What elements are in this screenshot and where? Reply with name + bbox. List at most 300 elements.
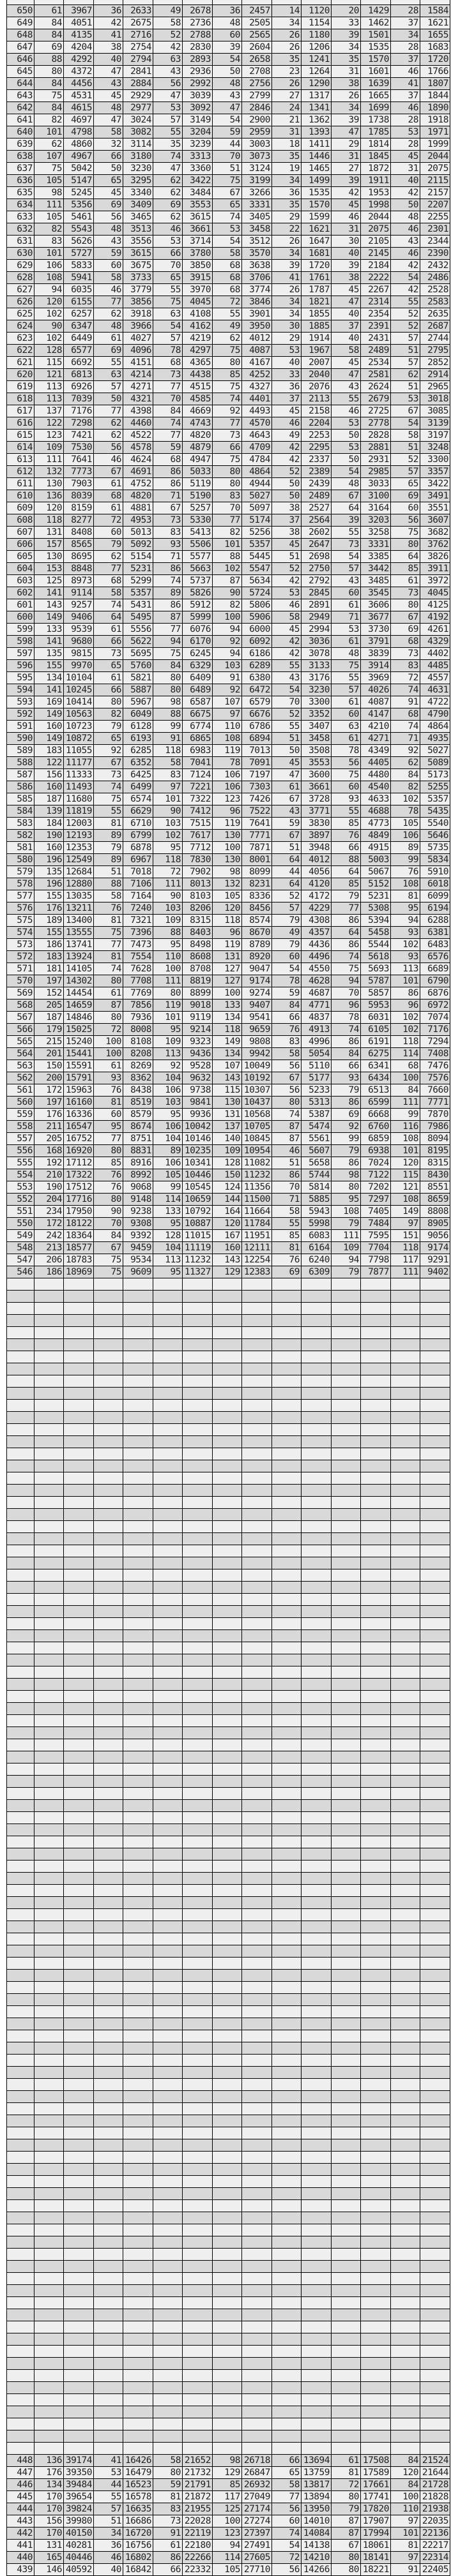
cumulative-cell: 4915 bbox=[361, 842, 391, 854]
cumulative-cell bbox=[242, 2006, 272, 2018]
cumulative-cell: 6288 bbox=[420, 915, 450, 927]
count-cell: 117 bbox=[391, 1254, 420, 1266]
count-cell: 113 bbox=[153, 1254, 183, 1266]
count-cell bbox=[34, 1545, 64, 1557]
count-cell: 60 bbox=[272, 951, 302, 963]
cumulative-cell: 6576 bbox=[420, 951, 450, 963]
table-row bbox=[7, 1812, 450, 1824]
score-cell: 596 bbox=[7, 660, 34, 672]
cumulative-cell: 10146 bbox=[183, 1133, 213, 1145]
table-row bbox=[7, 1873, 450, 1885]
count-cell: 87 bbox=[332, 2527, 361, 2540]
count-cell: 71 bbox=[332, 611, 361, 624]
cumulative-cell: 4864 bbox=[420, 721, 450, 733]
cumulative-cell bbox=[183, 1315, 213, 1327]
count-cell: 28 bbox=[391, 139, 420, 151]
cumulative-cell bbox=[123, 2030, 153, 2042]
cumulative-cell: 5027 bbox=[242, 490, 272, 502]
cumulative-cell: 5953 bbox=[361, 1000, 391, 1012]
cumulative-cell bbox=[420, 2115, 450, 2127]
cumulative-cell bbox=[361, 1557, 391, 1569]
cumulative-cell: 8519 bbox=[123, 1097, 153, 1109]
count-cell: 74 bbox=[153, 417, 183, 430]
count-cell: 131 bbox=[34, 2540, 64, 2552]
cumulative-cell: 4357 bbox=[302, 927, 332, 939]
count-cell bbox=[153, 1848, 183, 1861]
score-cell: 614 bbox=[7, 442, 34, 454]
count-cell bbox=[332, 2358, 361, 2370]
count-cell bbox=[272, 1666, 302, 1679]
cumulative-cell: 12880 bbox=[64, 878, 94, 890]
count-cell: 60 bbox=[213, 29, 242, 41]
count-cell bbox=[34, 1666, 64, 1679]
cumulative-cell bbox=[302, 2006, 332, 2018]
count-cell: 37 bbox=[391, 17, 420, 29]
count-cell bbox=[332, 1897, 361, 1909]
count-cell bbox=[94, 1412, 123, 1424]
cumulative-cell bbox=[64, 1666, 94, 1679]
cumulative-cell: 5663 bbox=[183, 563, 213, 575]
count-cell bbox=[153, 2030, 183, 2042]
count-cell: 61 bbox=[34, 5, 64, 17]
cumulative-cell: 13817 bbox=[302, 2479, 332, 2491]
cumulative-cell: 3139 bbox=[420, 417, 450, 430]
count-cell bbox=[213, 1557, 242, 1569]
count-cell bbox=[272, 2370, 302, 2382]
count-cell: 242 bbox=[34, 1230, 64, 1242]
cumulative-cell bbox=[242, 2370, 272, 2382]
count-cell: 102 bbox=[391, 1024, 420, 1036]
cumulative-cell bbox=[183, 1436, 213, 1448]
cumulative-cell: 11664 bbox=[242, 1206, 272, 1218]
cumulative-cell bbox=[64, 1642, 94, 1654]
cumulative-cell bbox=[64, 2067, 94, 2079]
count-cell: 19 bbox=[272, 163, 302, 175]
count-cell bbox=[272, 1630, 302, 1642]
count-cell bbox=[213, 2443, 242, 2455]
cumulative-cell: 8848 bbox=[64, 563, 94, 575]
count-cell bbox=[94, 1509, 123, 1521]
cumulative-cell: 7576 bbox=[420, 1072, 450, 1084]
count-cell bbox=[94, 2006, 123, 2018]
count-cell: 94 bbox=[391, 915, 420, 927]
cumulative-cell bbox=[361, 2370, 391, 2382]
count-cell bbox=[34, 2212, 64, 2224]
count-cell: 100 bbox=[94, 1036, 123, 1048]
count-cell bbox=[213, 2115, 242, 2127]
count-cell bbox=[94, 1679, 123, 1691]
cumulative-cell: 2679 bbox=[361, 393, 391, 405]
table-row bbox=[7, 1097, 450, 1109]
score-cell: 649 bbox=[7, 17, 34, 29]
table-row bbox=[7, 2188, 450, 2200]
count-cell bbox=[391, 1557, 420, 1569]
count-cell: 68 bbox=[391, 636, 420, 648]
count-cell: 50 bbox=[272, 490, 302, 502]
count-cell: 131 bbox=[213, 951, 242, 963]
count-cell bbox=[391, 2067, 420, 2079]
count-cell: 170 bbox=[34, 2491, 64, 2503]
cumulative-cell: 6629 bbox=[123, 805, 153, 818]
cumulative-cell bbox=[64, 1933, 94, 1945]
cumulative-cell: 4271 bbox=[123, 381, 153, 393]
count-cell: 67 bbox=[153, 502, 183, 514]
table-row bbox=[7, 1933, 450, 1945]
cumulative-cell: 10446 bbox=[183, 1169, 213, 1181]
cumulative-cell bbox=[183, 1776, 213, 1788]
cumulative-cell bbox=[183, 1800, 213, 1812]
table-row bbox=[7, 1703, 450, 1715]
count-cell bbox=[272, 2236, 302, 2249]
table-row bbox=[7, 2030, 450, 2042]
count-cell: 84 bbox=[153, 405, 183, 417]
cumulative-cell: 1264 bbox=[302, 66, 332, 78]
table-row bbox=[7, 2527, 450, 2540]
count-cell bbox=[391, 2321, 420, 2333]
count-cell bbox=[272, 1824, 302, 1836]
count-cell: 201 bbox=[34, 1048, 64, 1060]
cumulative-cell: 3771 bbox=[302, 805, 332, 818]
count-cell: 92 bbox=[391, 745, 420, 757]
count-cell bbox=[213, 1945, 242, 1958]
cumulative-cell: 11232 bbox=[242, 1169, 272, 1181]
table-row bbox=[7, 54, 450, 66]
cumulative-cell: 13924 bbox=[64, 951, 94, 963]
cumulative-cell bbox=[361, 2127, 391, 2139]
cumulative-cell bbox=[242, 2261, 272, 2273]
count-cell: 75 bbox=[332, 963, 361, 975]
count-cell bbox=[272, 1582, 302, 1594]
cumulative-cell: 5257 bbox=[183, 502, 213, 514]
count-cell: 40 bbox=[94, 54, 123, 66]
cumulative-cell bbox=[242, 1691, 272, 1703]
count-cell: 51 bbox=[391, 442, 420, 454]
table-cell bbox=[7, 0, 34, 5]
cumulative-cell: 4697 bbox=[64, 114, 94, 126]
cumulative-cell bbox=[64, 1533, 94, 1545]
count-cell: 53 bbox=[332, 624, 361, 636]
count-cell: 134 bbox=[213, 1012, 242, 1024]
table-row bbox=[7, 126, 450, 139]
count-cell bbox=[153, 2018, 183, 2030]
cumulative-cell: 4480 bbox=[361, 769, 391, 781]
count-cell: 55 bbox=[94, 2491, 123, 2503]
count-cell: 75 bbox=[153, 296, 183, 308]
count-cell: 50 bbox=[272, 478, 302, 490]
count-cell: 74 bbox=[391, 684, 420, 696]
score-cell bbox=[7, 2103, 34, 2115]
cumulative-cell: 4162 bbox=[183, 320, 213, 333]
cumulative-cell bbox=[123, 1824, 153, 1836]
cumulative-cell: 2698 bbox=[302, 551, 332, 563]
table-row bbox=[7, 272, 450, 284]
count-cell: 92 bbox=[213, 636, 242, 648]
table-row bbox=[7, 2103, 450, 2115]
cumulative-cell bbox=[123, 1375, 153, 1388]
cumulative-cell: 6878 bbox=[123, 842, 153, 854]
cumulative-cell: 5626 bbox=[64, 236, 94, 248]
table-row bbox=[7, 963, 450, 975]
count-cell: 84 bbox=[391, 769, 420, 781]
count-cell: 73 bbox=[153, 514, 183, 527]
count-cell: 46 bbox=[332, 211, 361, 223]
count-cell: 86 bbox=[153, 599, 183, 611]
cumulative-cell bbox=[302, 1533, 332, 1545]
score-cell bbox=[7, 1327, 34, 1339]
count-cell: 64 bbox=[332, 502, 361, 514]
count-cell: 77 bbox=[153, 381, 183, 393]
table-row bbox=[7, 2515, 450, 2527]
cumulative-cell: 8659 bbox=[420, 1194, 450, 1206]
cumulative-cell bbox=[302, 2212, 332, 2224]
cumulative-cell bbox=[361, 2188, 391, 2200]
table-row bbox=[7, 1448, 450, 1460]
count-cell: 196 bbox=[34, 854, 64, 866]
cumulative-cell: 9406 bbox=[64, 611, 94, 624]
cumulative-cell: 26847 bbox=[242, 2467, 272, 2479]
count-cell bbox=[332, 1509, 361, 1521]
cumulative-cell: 8430 bbox=[420, 1169, 450, 1181]
count-cell bbox=[391, 2333, 420, 2346]
cumulative-cell: 3714 bbox=[183, 236, 213, 248]
cumulative-cell: 10104 bbox=[64, 672, 94, 684]
count-cell: 80 bbox=[94, 975, 123, 987]
table-row bbox=[7, 1497, 450, 1509]
count-cell: 96 bbox=[213, 805, 242, 818]
count-cell: 86 bbox=[391, 987, 420, 1000]
count-cell: 44 bbox=[213, 139, 242, 151]
count-cell bbox=[153, 2249, 183, 2261]
count-cell: 66 bbox=[153, 2564, 183, 2576]
count-cell: 77 bbox=[213, 417, 242, 430]
cumulative-cell: 6155 bbox=[64, 296, 94, 308]
count-cell bbox=[332, 1715, 361, 1727]
cumulative-cell bbox=[420, 1861, 450, 1873]
cumulative-cell bbox=[420, 1812, 450, 1824]
count-cell: 114 bbox=[391, 1048, 420, 1060]
score-cell bbox=[7, 1460, 34, 1472]
count-cell: 64 bbox=[272, 878, 302, 890]
count-cell bbox=[34, 2006, 64, 2018]
count-cell bbox=[272, 2333, 302, 2346]
count-cell bbox=[391, 1388, 420, 1400]
table-row bbox=[7, 1133, 450, 1145]
count-cell bbox=[272, 2273, 302, 2285]
cumulative-cell: 8565 bbox=[64, 539, 94, 551]
cumulative-cell bbox=[302, 1679, 332, 1691]
count-cell: 92 bbox=[213, 684, 242, 696]
score-cell bbox=[7, 1848, 34, 1861]
score-cell: 613 bbox=[7, 454, 34, 466]
cumulative-cell bbox=[420, 1970, 450, 1982]
count-cell bbox=[94, 1594, 123, 1606]
count-cell bbox=[213, 1897, 242, 1909]
cumulative-cell: 40281 bbox=[64, 2540, 94, 2552]
table-row bbox=[7, 1824, 450, 1836]
cumulative-cell: 3607 bbox=[420, 514, 450, 527]
count-cell: 84 bbox=[391, 1084, 420, 1097]
count-cell bbox=[34, 1497, 64, 1509]
count-cell: 70 bbox=[153, 393, 183, 405]
count-cell: 67 bbox=[213, 187, 242, 199]
cumulative-cell: 3901 bbox=[242, 308, 272, 320]
cumulative-cell: 3484 bbox=[183, 187, 213, 199]
cumulative-cell bbox=[64, 2224, 94, 2236]
cumulative-cell: 2977 bbox=[123, 102, 153, 114]
count-cell bbox=[213, 2297, 242, 2309]
count-cell bbox=[94, 2273, 123, 2285]
cumulative-cell: 3300 bbox=[302, 696, 332, 708]
count-cell: 183 bbox=[34, 745, 64, 757]
count-cell bbox=[332, 1303, 361, 1315]
count-cell bbox=[94, 2358, 123, 2370]
cumulative-cell: 6760 bbox=[361, 1121, 391, 1133]
cumulative-cell: 5735 bbox=[420, 842, 450, 854]
count-cell: 50 bbox=[213, 66, 242, 78]
count-cell bbox=[213, 1594, 242, 1606]
count-cell: 55 bbox=[391, 296, 420, 308]
count-cell: 62 bbox=[94, 430, 123, 442]
score-cell bbox=[7, 1436, 34, 1448]
table-cell bbox=[183, 0, 213, 5]
cumulative-cell: 2675 bbox=[123, 17, 153, 29]
cumulative-cell bbox=[302, 1303, 332, 1315]
cumulative-cell bbox=[361, 1800, 391, 1812]
score-cell bbox=[7, 1824, 34, 1836]
cumulative-cell: 9148 bbox=[123, 1194, 153, 1206]
cumulative-cell: 7041 bbox=[183, 757, 213, 769]
table-row bbox=[7, 369, 450, 381]
cumulative-cell: 4045 bbox=[183, 296, 213, 308]
score-cell: 621 bbox=[7, 357, 34, 369]
cumulative-cell bbox=[242, 1557, 272, 1569]
cumulative-cell: 39824 bbox=[64, 2503, 94, 2515]
count-cell: 96 bbox=[391, 1000, 420, 1012]
count-cell: 54 bbox=[272, 684, 302, 696]
score-cell: 588 bbox=[7, 757, 34, 769]
count-cell bbox=[272, 2006, 302, 2018]
cumulative-cell: 5299 bbox=[123, 575, 153, 587]
count-cell bbox=[391, 1460, 420, 1472]
cumulative-cell bbox=[302, 1436, 332, 1448]
count-cell: 34 bbox=[272, 175, 302, 187]
cumulative-cell bbox=[302, 1751, 332, 1764]
cumulative-cell: 4820 bbox=[183, 430, 213, 442]
count-cell: 70 bbox=[332, 987, 361, 1000]
count-cell bbox=[213, 2176, 242, 2188]
count-cell bbox=[272, 2418, 302, 2430]
count-cell bbox=[213, 2418, 242, 2430]
count-cell bbox=[213, 2370, 242, 2382]
count-cell bbox=[272, 1764, 302, 1776]
cumulative-cell bbox=[302, 2139, 332, 2152]
cumulative-cell bbox=[361, 1776, 391, 1788]
count-cell bbox=[332, 1836, 361, 1848]
count-cell: 141 bbox=[34, 684, 64, 696]
cumulative-cell: 13950 bbox=[302, 2503, 332, 2515]
count-cell: 57 bbox=[272, 902, 302, 915]
count-cell: 42 bbox=[153, 41, 183, 54]
cumulative-cell: 11119 bbox=[183, 1242, 213, 1254]
cumulative-cell: 5152 bbox=[361, 878, 391, 890]
count-cell bbox=[34, 2309, 64, 2321]
score-cell: 604 bbox=[7, 563, 34, 575]
cumulative-cell: 27174 bbox=[242, 2503, 272, 2515]
cumulative-cell bbox=[183, 2030, 213, 2042]
count-cell bbox=[332, 1824, 361, 1836]
cumulative-cell: 7074 bbox=[420, 1012, 450, 1024]
count-cell: 62 bbox=[94, 417, 123, 430]
count-cell: 87 bbox=[94, 1000, 123, 1012]
score-cell bbox=[7, 1727, 34, 1739]
cumulative-cell: 4012 bbox=[302, 854, 332, 866]
cumulative-cell bbox=[302, 1375, 332, 1388]
count-cell: 81 bbox=[94, 915, 123, 927]
count-cell: 56 bbox=[391, 514, 420, 527]
cumulative-cell bbox=[420, 1776, 450, 1788]
cumulative-cell: 4456 bbox=[64, 78, 94, 90]
count-cell bbox=[213, 2200, 242, 2212]
cumulative-cell bbox=[123, 1764, 153, 1776]
count-cell bbox=[213, 2127, 242, 2139]
cumulative-cell bbox=[302, 2321, 332, 2333]
table-row bbox=[7, 2370, 450, 2382]
count-cell bbox=[94, 1388, 123, 1400]
count-cell bbox=[391, 2430, 420, 2443]
count-cell bbox=[391, 1291, 420, 1303]
count-cell bbox=[34, 1885, 64, 1897]
count-cell: 101 bbox=[391, 975, 420, 987]
cumulative-cell bbox=[242, 2152, 272, 2164]
count-cell bbox=[332, 1751, 361, 1764]
count-cell bbox=[34, 1982, 64, 1994]
count-cell: 75 bbox=[34, 90, 64, 102]
count-cell: 69 bbox=[332, 1109, 361, 1121]
count-cell bbox=[332, 1970, 361, 1982]
cumulative-cell bbox=[302, 1557, 332, 1569]
count-cell: 78 bbox=[153, 345, 183, 357]
count-cell: 47 bbox=[153, 90, 183, 102]
count-cell: 21 bbox=[272, 114, 302, 126]
count-cell: 61 bbox=[332, 2455, 361, 2467]
count-cell: 39 bbox=[332, 29, 361, 41]
cumulative-cell bbox=[420, 1679, 450, 1691]
cumulative-cell bbox=[183, 2176, 213, 2188]
count-cell: 75 bbox=[391, 527, 420, 539]
count-cell: 63 bbox=[153, 308, 183, 320]
cumulative-cell bbox=[123, 1800, 153, 1812]
count-cell: 28 bbox=[391, 5, 420, 17]
cumulative-cell bbox=[183, 1642, 213, 1654]
count-cell bbox=[391, 1751, 420, 1764]
cumulative-cell bbox=[361, 1582, 391, 1594]
cumulative-cell: 3442 bbox=[361, 563, 391, 575]
cumulative-cell bbox=[361, 1375, 391, 1388]
cumulative-cell bbox=[123, 2212, 153, 2224]
count-cell bbox=[213, 2430, 242, 2443]
cumulative-cell: 1290 bbox=[302, 78, 332, 90]
cumulative-cell bbox=[183, 2006, 213, 2018]
count-cell bbox=[391, 1327, 420, 1339]
count-cell: 26 bbox=[272, 236, 302, 248]
cumulative-cell: 2914 bbox=[420, 369, 450, 381]
cumulative-cell bbox=[123, 2261, 153, 2273]
count-cell: 205 bbox=[34, 1133, 64, 1145]
cumulative-cell: 3856 bbox=[123, 296, 153, 308]
count-cell: 141 bbox=[34, 587, 64, 599]
count-cell: 136 bbox=[34, 490, 64, 502]
cumulative-cell bbox=[64, 1788, 94, 1800]
